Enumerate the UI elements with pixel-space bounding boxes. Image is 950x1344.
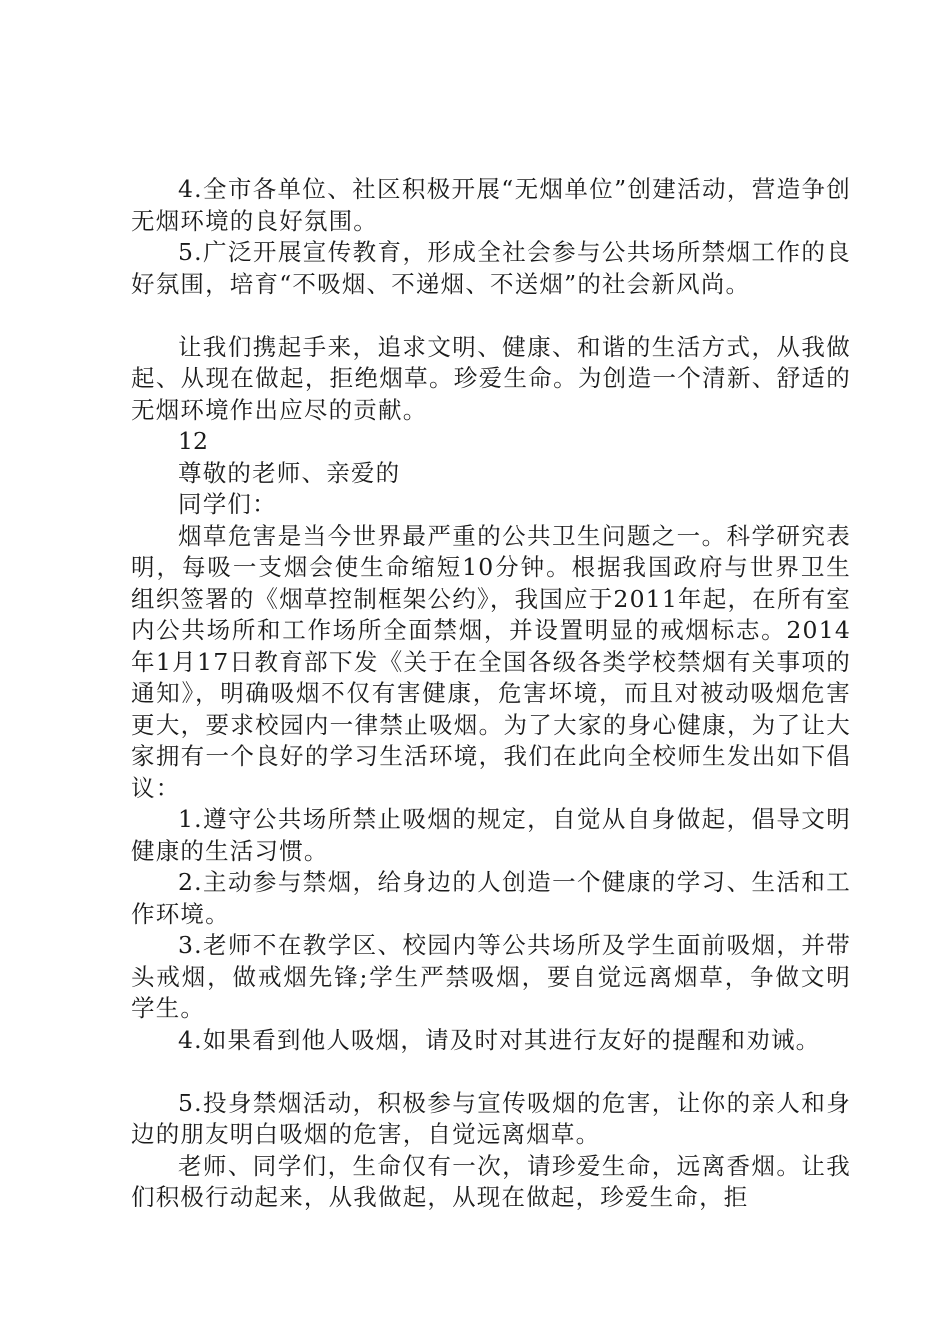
document-page <box>131 174 851 1214</box>
paragraph-call-to-action: 让我们携起手来，追求文明、健康、和谐的生活方式，从我做起、从现在做起，拒绝烟草。珍爱生命。为创造一个清新、舒适的无烟环境作出应尽的贡献。 <box>131 332 851 424</box>
paragraph-item-5-publicity: 5.广泛开展宣传教育，形成全社会参与公共场所禁烟工作的良好氛围，培育“不吸烟、不递烟、不送烟”的社会新风尚。 <box>131 238 851 298</box>
section-number: 12 <box>178 427 208 455</box>
paragraph-closing: 老师、同学们，生命仅有一次，请珍爱生命，远离香烟。让我们积极行动起来，从我做起，从现在做起，珍爱生命，拒 <box>131 1151 851 1211</box>
paragraph-item-4-unit: 4.全市各单位、社区积极开展“无烟单位”创建活动，营造争创无烟环境的良好氛围。 <box>131 175 851 235</box>
paragraph-proposal-5: 5.投身禁烟活动，积极参与宣传吸烟的危害，让你的亲人和身边的朋友明白吸烟的危害，自觉远离烟草。 <box>131 1088 851 1148</box>
paragraph-proposal-2: 2.主动参与禁烟，给身边的人创造一个健康的学习、生活和工作环境。 <box>131 868 851 928</box>
salutation-line-1: 尊敬的老师、亲爱的 <box>178 458 401 487</box>
paragraph-proposal-1: 1.遵守公共场所禁止吸烟的规定，自觉从自身做起，倡导文明健康的生活习惯。 <box>131 805 851 865</box>
paragraph-tobacco-harm: 烟草危害是当今世界最严重的公共卫生问题之一。科学研究表明，每吸一支烟会使生命缩短10分钟。根据我国政府与世界卫生组织签署的《烟草控制框架公约》，我国应于2011年起，在所有室内公共场所和工作场所全面禁烟，并设置明显的戒烟标志。2014年1月17日教育部下发《关于在全国各级各类学校禁烟有关事项的通知》，明确吸烟不仅有害健康，危害坏境，而且对被动吸烟危害更大，要求校园内一律禁止吸烟。为了大家的身心健康，为了让大家拥有一个良好的学习生活环境，我们在此向全校师生发出如下倡议： <box>131 521 851 802</box>
paragraph-proposal-4: 4.如果看到他人吸烟，请及时对其进行友好的提醒和劝诫。 <box>178 1025 821 1054</box>
paragraph-proposal-3: 3.老师不在教学区、校园内等公共场所及学生面前吸烟，并带头戒烟，做戒烟先锋;学生严禁吸烟，要自觉远离烟草，争做文明学生。 <box>131 931 851 1022</box>
salutation-line-2: 同学们： <box>178 490 277 518</box>
blank-line <box>131 300 851 332</box>
blank-line <box>131 1056 851 1088</box>
